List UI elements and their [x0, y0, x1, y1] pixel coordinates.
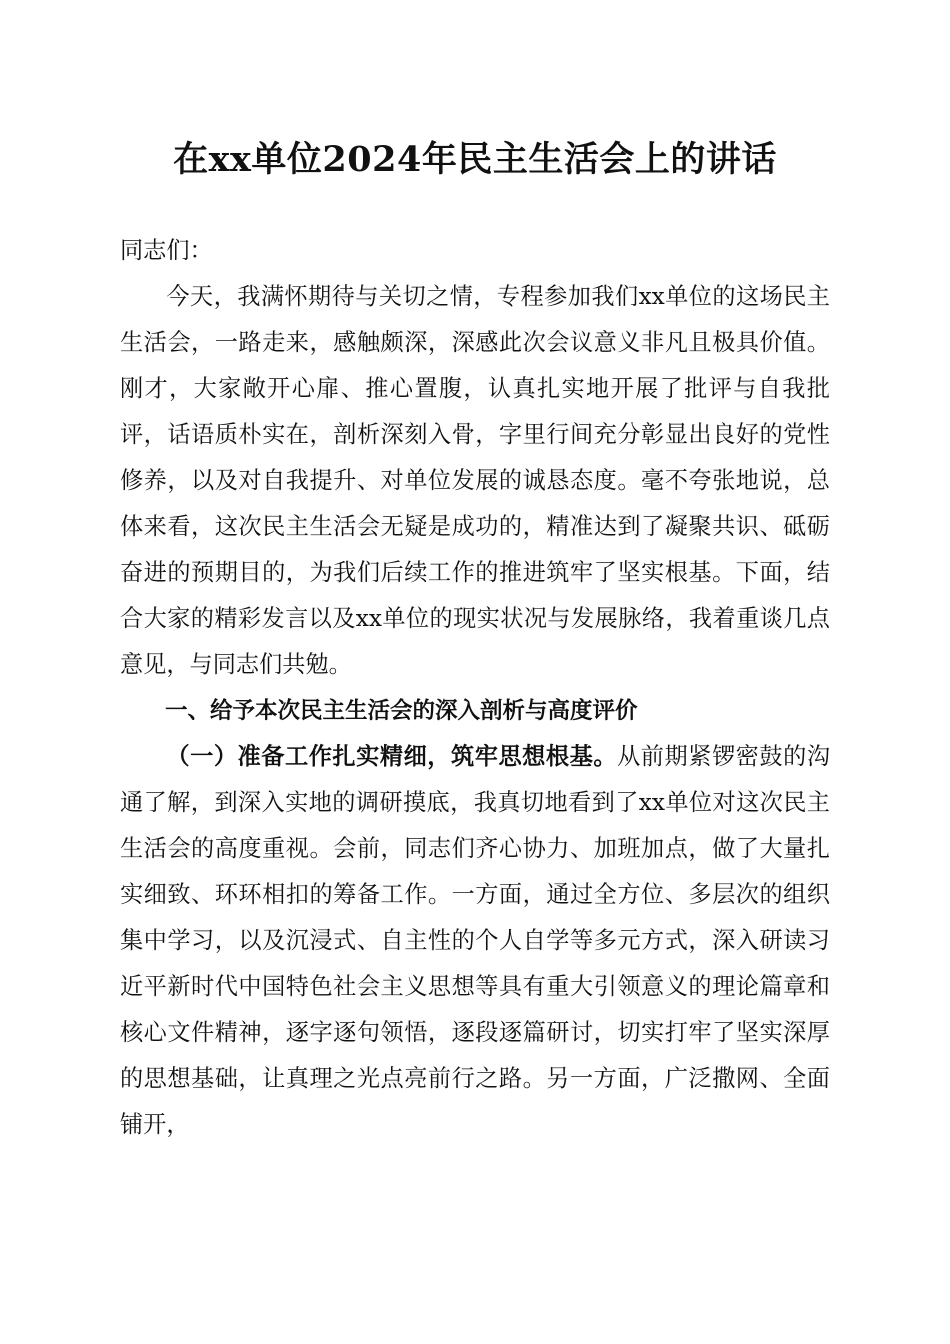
subsection-heading-1: （一）准备工作扎实精细，筑牢思想根基。 — [166, 743, 618, 770]
subsection-paragraph-1 — [120, 734, 830, 1148]
intro-paragraph: 今天，我满怀期待与关切之情，专程参加我们xx单位的这场民主生活会，一路走来，感触颇深，深感此次会议意义非凡且极具价值。刚才，大家敞开心扉、推心置腹，认真扎实地开展了批评与自我批评，话语质朴实在，剖析深刻入骨，字里行间充分彰显出良好的党性修养，以及对自我提升、对单位发展的诚恳态度。毫不夸张地说，总体来看，这次民主生活会无疑是成功的，精准达到了凝聚共识、砥砺奋进的预期目的，为我们后续工作的推进筑牢了坚实根基。下面，结合大家的精彩发言以及xx单位的现实状况与发展脉络，我着重谈几点意见，与同志们共勉。 — [120, 283, 830, 678]
section-heading-1: 一、给予本次民主生活会的深入剖析与高度评价 — [165, 698, 638, 724]
salutation: 同志们： — [120, 237, 213, 264]
subsection-text-1: 从前期紧锣密鼓的沟通了解，到深入实地的调研摸底，我真切地看到了xx单位对这次民主生活会的高度重视。会前，同志们齐心协力、加班加点，做了大量扎实细致、环环相扣的筹备工作。一方面，通过全方位、多层次的组织集中学习，以及沉浸式、自主性的个人自学等多元方式，深入研读习近平新时代中国特色社会主义思想等具有重大引领意义的理论篇章和核心文件精神，逐字逐句领悟，逐段逐篇研讨，切实打牢了坚实深厚的思想基础，让真理之光点亮前行之路。另一方面，广泛撒网、全面铺开， — [120, 743, 831, 1138]
document-body — [120, 228, 830, 1148]
document-title: 在xx单位2024年民主生活会上的讲话 — [173, 139, 777, 180]
